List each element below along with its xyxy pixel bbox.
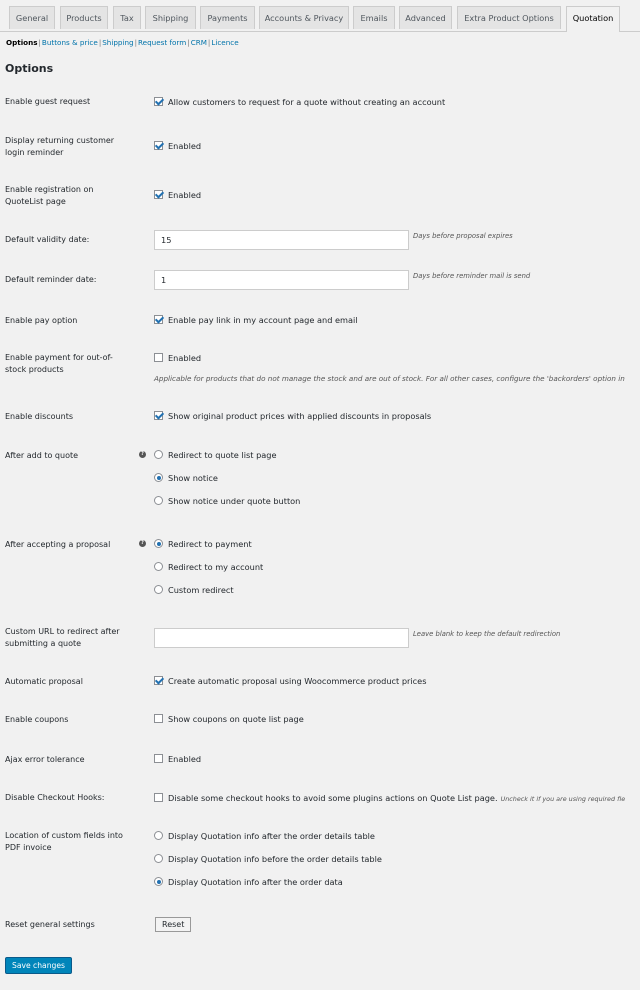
pay-option-checkbox[interactable] [154, 315, 163, 324]
after-add-option-1[interactable] [154, 472, 218, 484]
subnav-options[interactable]: Options [6, 38, 38, 47]
guest-request-field[interactable] [154, 96, 445, 108]
radio-button[interactable] [154, 562, 163, 571]
after-accept-label: After accepting a proposal [5, 540, 111, 549]
ajax-tolerance-option: Enabled [168, 754, 202, 764]
custom-url-input[interactable] [154, 628, 409, 648]
after-accept-option-1[interactable] [154, 561, 263, 573]
ajax-tolerance-checkbox[interactable] [154, 754, 163, 763]
validity-input[interactable] [154, 230, 409, 250]
guest-request-option: Allow customers to request for a quote without creating an account [168, 97, 446, 107]
pdf-location-option-1[interactable] [154, 853, 382, 865]
tab-advanced[interactable]: Advanced [399, 6, 452, 29]
auto-proposal-field[interactable] [154, 675, 427, 687]
subnav-buttons-price[interactable]: Buttons & price [41, 38, 98, 47]
custom-url-hint: Leave blank to keep the default redirection [413, 630, 561, 638]
subnav-request-form[interactable]: Request form [138, 38, 187, 47]
after-add-option-2[interactable] [154, 495, 300, 507]
registration-label: Enable registration on QuoteList page [5, 185, 94, 206]
pay-option-label: Enable pay option [5, 316, 78, 325]
after-accept-option-0[interactable] [154, 538, 252, 550]
out-of-stock-field[interactable] [154, 352, 201, 364]
radio-button[interactable] [154, 854, 163, 863]
tab-extra-product-options[interactable]: Extra Product Options [457, 6, 561, 29]
tab-tax[interactable]: Tax [113, 6, 141, 29]
checkout-hooks-option: Disable some checkout hooks to avoid some plugins actions on Quote List page. [168, 793, 498, 803]
tab-accounts-privacy[interactable]: Accounts & Privacy [259, 6, 349, 29]
registration-option: Enabled [168, 190, 202, 200]
auto-proposal-label: Automatic proposal [5, 677, 83, 686]
radio-button[interactable] [154, 877, 163, 886]
radio-label: Show notice [168, 473, 218, 483]
settings-tabs [0, 0, 640, 32]
returning-reminder-checkbox[interactable] [154, 141, 163, 150]
auto-proposal-checkbox[interactable] [154, 676, 163, 685]
registration-checkbox[interactable] [154, 190, 163, 199]
pay-option-field[interactable] [154, 314, 358, 326]
pay-option-option: Enable pay link in my account page and email [168, 315, 358, 325]
after-add-option-0[interactable] [154, 449, 277, 461]
ajax-tolerance-field[interactable] [154, 753, 201, 765]
subsection-nav: Options|Buttons & price|Shipping|Request form|CRM|Licence [6, 38, 239, 47]
tab-quotation[interactable]: Quotation [566, 6, 620, 32]
reminder-hint: Days before reminder mail is send [413, 272, 531, 280]
radio-label: Redirect to my account [168, 562, 264, 572]
reminder-label: Default reminder date: [5, 275, 97, 284]
after-accept-help-icon[interactable]: ? [139, 540, 146, 547]
radio-button[interactable] [154, 585, 163, 594]
discounts-label: Enable discounts [5, 412, 73, 421]
checkout-hooks-hint: Uncheck it if you are using required fie [500, 795, 626, 803]
discounts-option: Show original product prices with applied discounts in proposals [168, 411, 432, 421]
out-of-stock-label: Enable payment for out-of-stock products [5, 353, 113, 374]
radio-button[interactable] [154, 473, 163, 482]
custom-url-label: Custom URL to redirect after submitting a quote [5, 627, 120, 648]
tab-shipping[interactable]: Shipping [145, 6, 196, 29]
coupons-label: Enable coupons [5, 715, 69, 724]
checkout-hooks-field[interactable] [154, 792, 625, 805]
radio-button[interactable] [154, 831, 163, 840]
auto-proposal-option: Create automatic proposal using Woocommerce product prices [168, 676, 427, 686]
tab-payments[interactable]: Payments [200, 6, 255, 29]
pdf-location-label: Location of custom fields into PDF invoice [5, 831, 123, 852]
reset-button[interactable]: Reset [155, 917, 191, 932]
reset-label: Reset general settings [5, 920, 95, 929]
radio-button[interactable] [154, 496, 163, 505]
subnav-crm[interactable]: CRM [190, 38, 207, 47]
radio-label: Redirect to payment [168, 539, 252, 549]
reminder-input[interactable] [154, 270, 409, 290]
pdf-location-option-2[interactable] [154, 876, 343, 888]
returning-reminder-label: Display returning customer login reminder [5, 136, 115, 157]
validity-hint: Days before proposal expires [413, 232, 513, 240]
out-of-stock-description: Applicable for products that do not manage the stock and are out of stock. For all other cases, configure the 'backorders' option in [154, 374, 625, 383]
discounts-checkbox[interactable] [154, 411, 163, 420]
coupons-checkbox[interactable] [154, 714, 163, 723]
radio-label: Show notice under quote button [168, 496, 301, 506]
coupons-field[interactable] [154, 713, 304, 725]
out-of-stock-option: Enabled [168, 353, 202, 363]
after-add-label: After add to quote [5, 451, 79, 460]
registration-field[interactable] [154, 189, 201, 201]
tab-products[interactable]: Products [60, 6, 108, 29]
returning-reminder-field[interactable] [154, 140, 201, 152]
validity-label: Default validity date: [5, 235, 90, 244]
subnav-shipping[interactable]: Shipping [102, 38, 134, 47]
guest-request-label: Enable guest request [5, 97, 91, 106]
out-of-stock-checkbox[interactable] [154, 353, 163, 362]
ajax-tolerance-label: Ajax error tolerance [5, 755, 85, 764]
pdf-location-option-0[interactable] [154, 830, 375, 842]
subnav-licence[interactable]: Licence [211, 38, 239, 47]
radio-label: Custom redirect [168, 585, 234, 595]
guest-request-checkbox[interactable] [154, 97, 163, 106]
coupons-option: Show coupons on quote list page [168, 714, 304, 724]
after-add-help-icon[interactable]: ? [139, 451, 146, 458]
after-accept-option-2[interactable] [154, 584, 234, 596]
checkout-hooks-checkbox[interactable] [154, 793, 163, 802]
page-title: Options [5, 62, 54, 75]
radio-button[interactable] [154, 450, 163, 459]
returning-reminder-option: Enabled [168, 141, 202, 151]
discounts-field[interactable] [154, 410, 431, 422]
radio-label: Display Quotation info after the order details table [168, 831, 375, 841]
radio-label: Display Quotation info before the order details table [168, 854, 382, 864]
radio-label: Redirect to quote list page [168, 450, 277, 460]
radio-label: Display Quotation info after the order data [168, 877, 343, 887]
tab-general[interactable]: General [9, 6, 55, 29]
tab-emails[interactable]: Emails [353, 6, 395, 29]
radio-button[interactable] [154, 539, 163, 548]
checkout-hooks-label: Disable Checkout Hooks: [5, 793, 105, 802]
save-changes-button[interactable]: Save changes [5, 957, 72, 974]
